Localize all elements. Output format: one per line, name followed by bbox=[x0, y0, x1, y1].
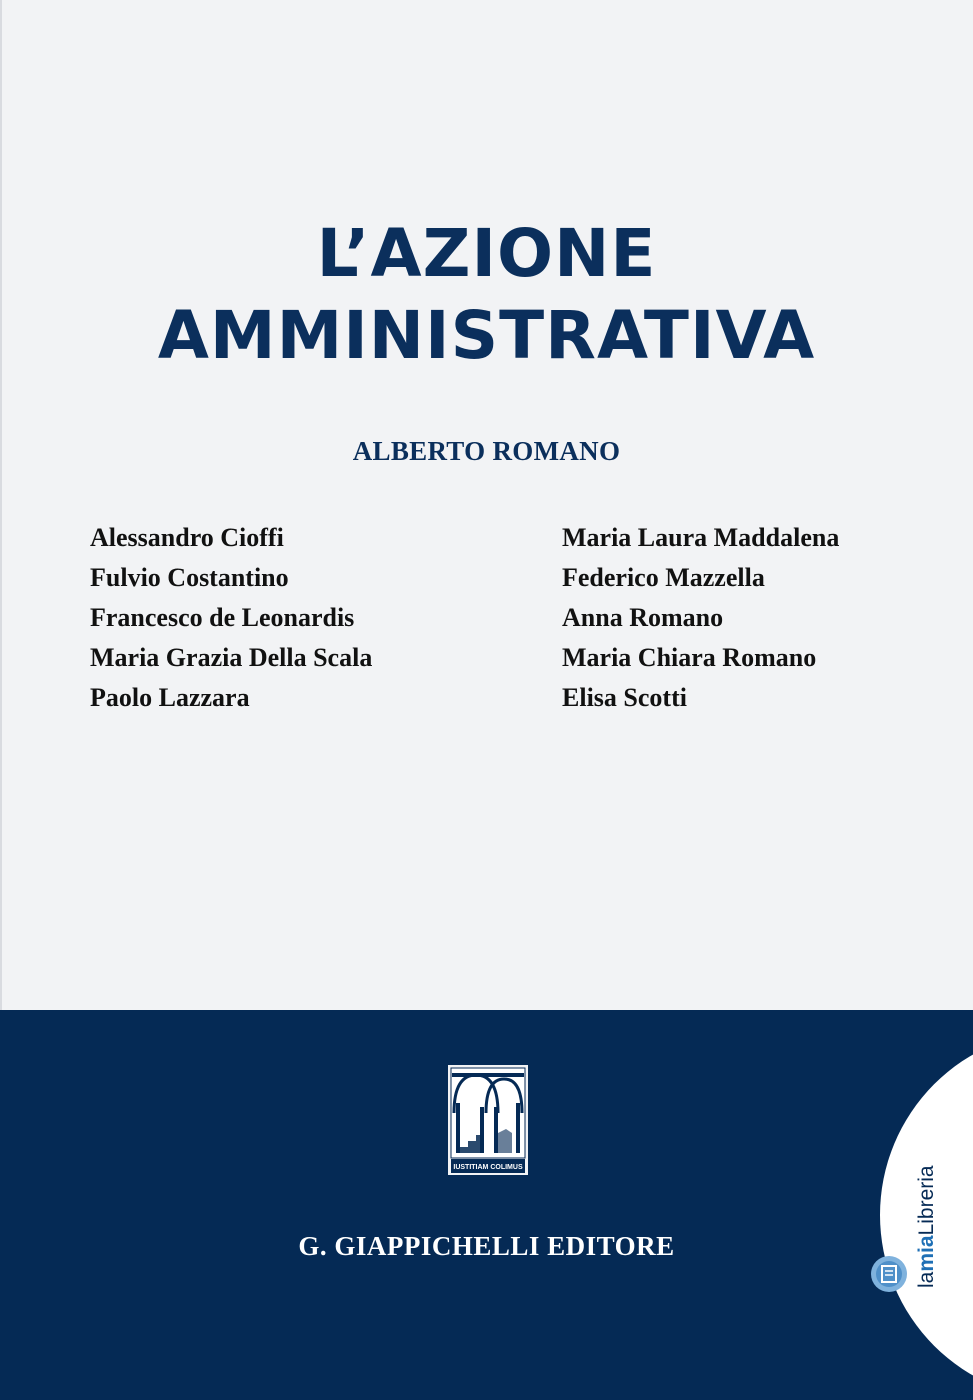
authors-left-column bbox=[90, 518, 372, 718]
author-name: Francesco de Leonardis bbox=[90, 603, 355, 632]
author-name: Paolo Lazzara bbox=[90, 683, 250, 712]
author-name: Anna Romano bbox=[562, 603, 724, 632]
authors-right-column bbox=[562, 518, 839, 718]
emblem-motto: IUSTITIAM COLIMUS bbox=[453, 1164, 523, 1171]
author-name: Federico Mazzella bbox=[562, 563, 765, 592]
publisher-name: G. GIAPPICHELLI EDITORE bbox=[298, 1231, 675, 1261]
author-name: Fulvio Costantino bbox=[90, 563, 289, 592]
author-name: Elisa Scotti bbox=[562, 683, 687, 712]
book-bubble-icon bbox=[870, 1252, 908, 1296]
curator-name: ALBERTO ROMANO bbox=[352, 436, 621, 466]
author-name: Maria Grazia Della Scala bbox=[90, 643, 373, 672]
book-title-line-1: L’AZIONE bbox=[316, 215, 657, 292]
svg-text:lamiaLibreria bbox=[915, 1165, 938, 1288]
lamialibreria-logo bbox=[906, 1160, 946, 1290]
author-name: Alessandro Cioffi bbox=[90, 523, 284, 552]
courtyard-arches-emblem-icon bbox=[446, 1063, 530, 1177]
brand-part-libreria: Libreria bbox=[915, 1165, 938, 1236]
author-name: Maria Chiara Romano bbox=[562, 643, 817, 672]
brand-part-la: la bbox=[915, 1271, 938, 1288]
brand-part-mia: mia bbox=[915, 1235, 938, 1272]
book-title-line-2: AMMINISTRATIVA bbox=[157, 297, 816, 374]
author-name: Maria Laura Maddalena bbox=[562, 523, 840, 552]
cover-left-edge bbox=[0, 0, 2, 1010]
